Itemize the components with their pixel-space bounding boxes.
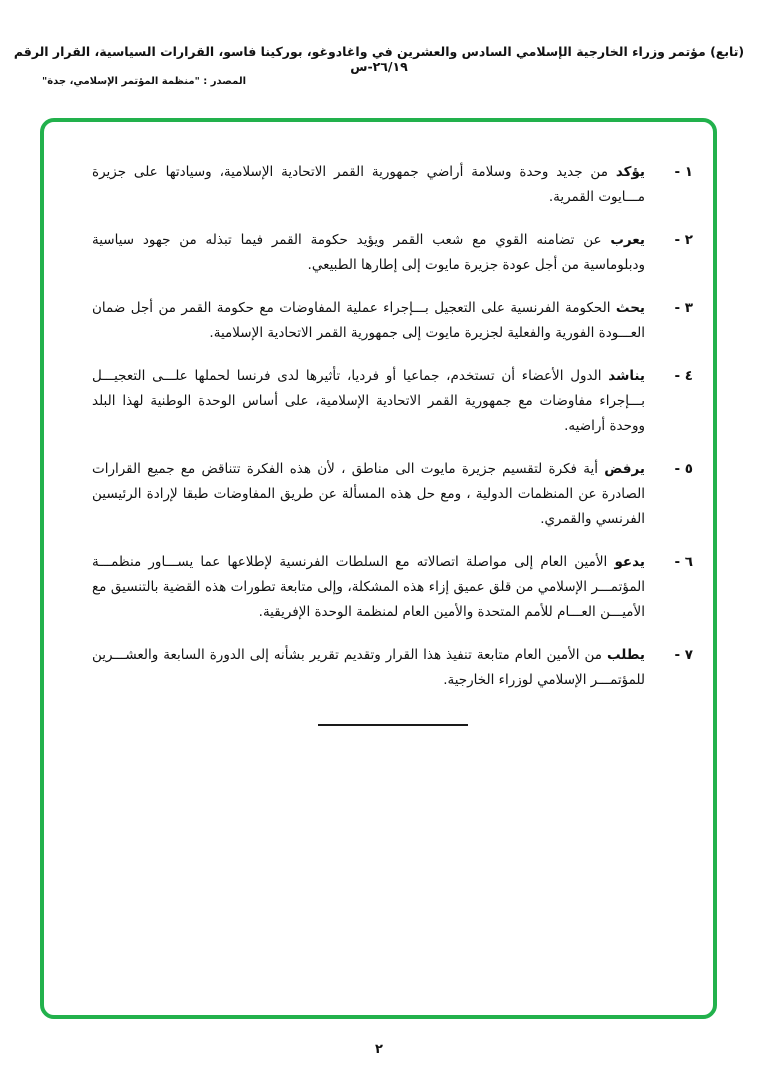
item-number: ٧ - xyxy=(674,646,693,663)
item-lead-word: يحث xyxy=(615,299,645,316)
item-text: الأمين العام إلى مواصلة اتصالاته مع السلطات الفرنسية لإطلاعها عما يســـاور منظمـــة المؤتمـــر الإسلامي من قلق عميق إزاء هذه المشكلة، وإلى متابعة تطورات هذه القضية بالتنسيق مع الأميـــن العـــام للأمم المتحدة والأمين العام لمنظمة الوحدة الإفريقية. xyxy=(92,553,645,620)
resolution-body xyxy=(44,122,713,726)
item-number: ٣ - xyxy=(674,299,693,316)
resolution-item-3 xyxy=(92,296,693,346)
document-header: (تابع) مؤتمر وزراء الخارجية الإسلامي السادس والعشرين في واغادوغو، بوركينا فاسو، القرارات السياسية، القرار الرقم ٢٦/١٩-س xyxy=(13,44,745,74)
item-number: ٥ - xyxy=(674,460,693,477)
item-text: من جديد وحدة وسلامة أراضي جمهورية القمر الاتحادية الإسلامية، وسيادتها على جزيرة مـــايوت القمرية. xyxy=(92,164,645,205)
resolution-item-4 xyxy=(92,364,693,439)
item-lead-word: يدعو xyxy=(614,553,645,570)
item-paragraph xyxy=(92,364,645,439)
resolution-item-5 xyxy=(92,457,693,532)
item-number: ١ - xyxy=(674,164,693,180)
item-paragraph xyxy=(92,228,645,278)
resolution-item-2 xyxy=(92,228,693,278)
item-lead-word: يؤكد xyxy=(615,164,645,180)
item-number: ٤ - xyxy=(674,367,693,384)
document-frame xyxy=(40,118,717,1019)
item-paragraph xyxy=(92,643,645,693)
item-number: ٢ - xyxy=(674,231,693,248)
item-paragraph xyxy=(92,160,645,210)
item-lead-word: يناشد xyxy=(608,367,645,384)
resolution-item-6 xyxy=(92,550,693,625)
item-lead-word: يعرب xyxy=(610,231,645,248)
resolution-item-7 xyxy=(92,643,693,693)
item-text: من الأمين العام متابعة تنفيذ هذا القرار وتقديم تقرير بشأنه إلى الدورة السابعة والعشـــرين للمؤتمـــر الإسلامي لوزراء الخارجية. xyxy=(92,646,645,688)
item-text: عن تضامنه القوي مع شعب القمر ويؤيد حكومة القمر فيما تبذله من جهود سياسية ودبلوماسية من أجل عودة جزيرة مايوت إلى إطارها الطبيعي. xyxy=(92,231,645,273)
item-text: الحكومة الفرنسية على التعجيل بـــإجراء عملية المفاوضات مع حكومة القمر من أجل ضمان العـــودة الفورية والفعلية لجزيرة مايوت إلى جمهورية القمر الاتحادية الإسلامية. xyxy=(92,299,645,341)
item-lead-word: يرفض xyxy=(604,460,645,477)
item-number: ٦ - xyxy=(674,553,693,570)
item-text: أية فكرة لتقسيم جزيرة مايوت الى مناطق ، لأن هذه الفكرة تتناقض مع جميع القرارات الصادرة عن المنظمات الدولية ، ومع حل هذه المسألة عن طريق المفاوضات طبقا لإرادة الرئيسين الفرنسي والقمري. xyxy=(92,460,645,527)
end-separator-line xyxy=(318,724,468,726)
page-number: ٢ xyxy=(375,1042,383,1057)
item-paragraph xyxy=(92,550,645,625)
item-paragraph xyxy=(92,457,645,532)
item-text: الدول الأعضاء أن تستخدم، جماعيا أو فرديا، تأثيرها لدى فرنسا لحملها علـــى التعجيـــل بـــإجراء مفاوضات مع جمهورية القمر الاتحادية الإسلامية، على أساس الوحدة الوطنية لهذا البلد ووحدة أراضيه. xyxy=(92,367,645,434)
resolution-item-1 xyxy=(92,160,693,210)
item-paragraph xyxy=(92,296,645,346)
document-source: المصدر : "منظمة المؤتمر الإسلامي، جدة" xyxy=(42,76,247,87)
item-lead-word: يطلب xyxy=(606,646,645,663)
